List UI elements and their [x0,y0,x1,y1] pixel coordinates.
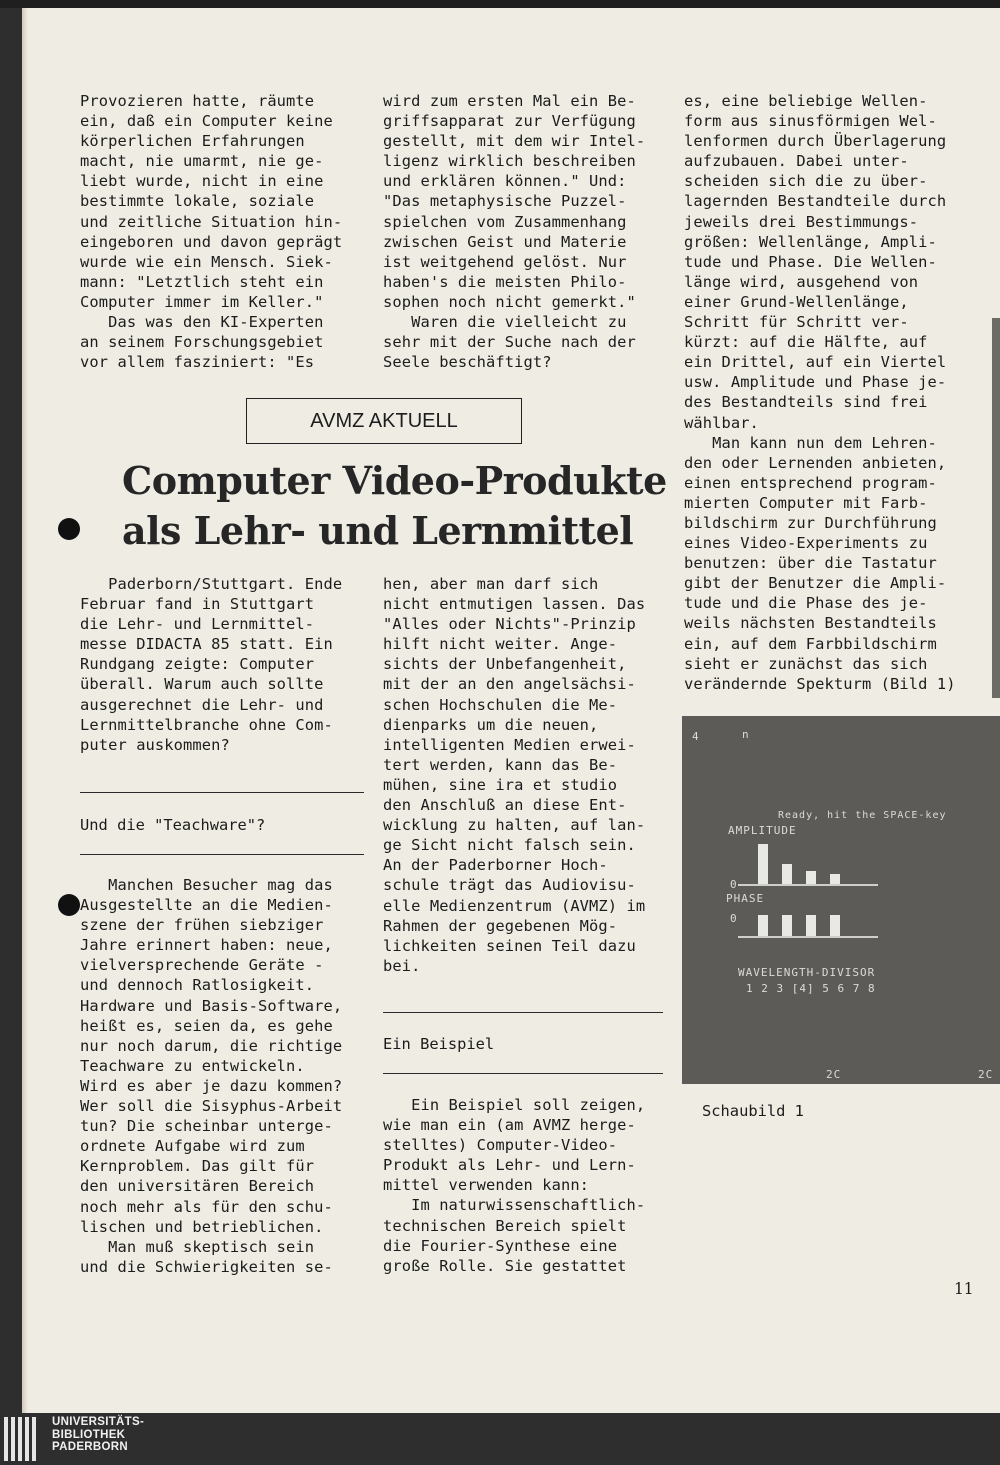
text-line: puter auskommen? [80,735,230,754]
text-line: eines Video-Experiments zu [684,534,928,553]
text-line: sophen noch nicht gemerkt." [383,292,636,311]
text-line: Man muß skeptisch sein [80,1237,315,1256]
text-line: sichts der Unbefangenheit, [383,655,627,674]
figure-zero-2: 0 [730,912,738,925]
text-line: aufzubauen. Dabei unter- [684,152,909,171]
text-line: ausgerechnet die Lehr- und [80,695,324,714]
figure-caption: Schaubild 1 [702,1102,804,1120]
computer-screen-figure [682,716,1000,1084]
text-line: Im naturwissenschaftlich- [383,1196,646,1215]
subheading-teachware: Und die "Teachware"? [80,816,266,834]
phase-bar [782,915,792,936]
library-logo-icon [4,1417,44,1461]
text-line: sehr mit der Suche nach der [383,333,636,352]
subheading-beispiel: Ein Beispiel [383,1035,495,1053]
text-line: Ausgestellte an die Medien- [80,896,333,915]
text-line: und zeitliche Situation hin- [80,212,343,231]
text-line: weils nächsten Bestandteils [684,614,937,633]
figure-amplitude-label: AMPLITUDE [728,824,797,837]
text-line: die Lehr- und Lernmittel- [80,615,315,634]
text-line: Wer soll die Sisyphus-Arbeit [80,1097,343,1116]
subheading-rule-bottom [80,854,364,855]
phase-bar [806,915,816,936]
text-line: schule trägt das Audiovisu- [383,876,636,895]
figure-corner-label: 4 [692,730,700,743]
text-line: einer Grund-Wellenlänge, [684,292,909,311]
text-line: ein, auf dem Farbbildschirm [684,634,937,653]
text-line: Provozieren hatte, räumte [80,92,315,110]
text-line: mann: "Letztlich steht ein [80,272,324,291]
text-line: benutzen: über die Tastatur [684,554,937,573]
text-line: lichkeiten seinen Teil dazu [383,936,636,955]
text-line: bestimmte lokale, soziale [80,192,315,211]
figure-corner-label-2: n [742,728,750,741]
text-line: Hardware und Basis-Software, [80,996,343,1015]
text-line: einen entsprechend program- [684,473,937,492]
text-line: Kernproblem. Das gilt für [80,1157,315,1176]
text-line: Seele beschäftigt? [383,353,552,372]
text-line: tude und die Phase des je- [684,594,928,613]
text-line: körperlichen Erfahrungen [80,132,305,151]
punch-hole-bottom [58,894,80,916]
text-line: liebt wurde, nicht in eine [80,172,324,191]
figure-bottom-label-2: 2C [978,1068,994,1081]
text-line: größen: Wellenlänge, Ampli- [684,232,937,251]
text-line: Teachware zu entwickeln. [80,1056,305,1075]
column-2-body [383,574,645,976]
text-line: Manchen Besucher mag das [80,876,333,894]
text-line: Lernmittelbranche ohne Com- [80,715,333,734]
column-1-lead [80,574,342,755]
text-line: An der Paderborner Hoch- [383,856,608,875]
figure-wavelength-label: WAVELENGTH-DIVISOR [738,966,876,979]
page-number: 11 [954,1280,974,1298]
text-line: Wird es aber je dazu kommen? [80,1076,343,1095]
text-line: Waren die vielleicht zu [383,313,627,332]
amplitude-baseline [738,884,878,886]
text-line: mierten Computer mit Farb- [684,493,928,512]
text-line: Rahmen der gegebenen Mög- [383,916,618,935]
text-line: tert werden, kann das Be- [383,755,618,774]
text-line: wicklung zu halten, auf lan- [383,816,646,835]
text-line: es, eine beliebige Wellen- [684,92,928,110]
text-line: "Alles oder Nichts"-Prinzip [383,615,636,634]
top-edge [0,0,1000,8]
text-line: usw. Amplitude und Phase je- [684,373,947,392]
column-1-continuation [80,91,342,372]
text-line: den universitären Bereich [80,1177,315,1196]
text-line: kürzt: auf die Hälfte, auf [684,333,928,352]
text-line: nur noch darum, die richtige [80,1036,343,1055]
text-line: Jahre erinnert haben: neue, [80,936,333,955]
subheading2-rule-bottom [383,1073,663,1074]
text-line: wie man ein (am AVMZ herge- [383,1116,636,1135]
phase-baseline [738,936,878,938]
text-line: tude und Phase. Die Wellen- [684,252,937,271]
text-line: mittel verwenden kann: [383,1176,590,1195]
text-line: dienparks um die neuen, [383,715,599,734]
text-line: technischen Bereich spielt [383,1216,627,1235]
amplitude-bar [806,871,816,884]
text-line: wird zum ersten Mal ein Be- [383,92,636,110]
text-line: ein, daß ein Computer keine [80,112,333,131]
column-1-body [80,875,342,1277]
text-line: Produkt als Lehr- und Lern- [383,1156,636,1175]
text-line: bildschirm zur Durchführung [684,513,937,532]
text-line: haben's die meisten Philo- [383,272,627,291]
subheading2-rule-top [383,1012,663,1013]
phase-bar [758,915,768,936]
text-line: den oder Lernenden anbieten, [684,453,947,472]
text-line: lenformen durch Überlagerung [684,132,947,151]
amplitude-bar [830,874,840,884]
text-line: mit der an den angelsächsi- [383,675,636,694]
library-name-line-3: PADERBORN [52,1441,128,1453]
text-line: noch mehr als für den schu- [80,1197,333,1216]
text-line: Paderborn/Stuttgart. Ende [80,575,343,593]
amplitude-bar [782,864,792,884]
library-name-line-1: UNIVERSITÄTS- [52,1416,145,1428]
amplitude-bar [758,844,768,884]
figure-bottom-label-1: 2C [826,1068,842,1081]
text-line: lischen und betrieblichen. [80,1217,324,1236]
text-line: messe DIDACTA 85 statt. Ein [80,635,333,654]
library-footer [0,1413,1000,1465]
text-line: hen, aber man darf sich [383,575,599,593]
text-line: griffsapparat zur Verfügung [383,112,636,131]
text-line: ist weitgehend gelöst. Nur [383,252,627,271]
text-line: und die Schwierigkeiten se- [80,1257,333,1276]
text-line: des Bestandteils sind frei [684,393,928,412]
text-line: vor allem fasziniert: "Es [80,353,315,372]
page-fold-shadow [22,8,28,1413]
text-line: tun? Die scheinbar unterge- [80,1117,333,1136]
text-line: elle Medienzentrum (AVMZ) im [383,896,646,915]
text-line: nicht entmutigen lassen. Das [383,595,646,614]
text-line: die Fourier-Synthese eine [383,1236,618,1255]
headline-line-2: als Lehr- und Lernmittel [122,508,634,553]
text-line: intelligenten Medien erwei- [383,735,636,754]
text-line: ein Drittel, auf ein Viertel [684,353,947,372]
text-line: an seinem Forschungsgebiet [80,333,324,352]
column-2-example [383,1095,645,1276]
text-line: macht, nie umarmt, nie ge- [80,152,324,171]
phase-bar [830,915,840,936]
text-line: und dennoch Ratlosigkeit. [80,976,315,995]
text-line: zwischen Geist und Materie [383,232,627,251]
library-name [52,1416,144,1454]
library-name-line-2: BIBLIOTHEK [52,1428,126,1441]
text-line: verändernde Spekturm (Bild 1) [684,674,956,693]
text-line: "Das metaphysische Puzzel- [383,192,627,211]
text-line: große Rolle. Sie gestattet [383,1256,627,1275]
text-line: Computer immer im Keller." [80,292,324,311]
figure-phase-label: PHASE [726,892,765,905]
text-line: ligenz wirklich beschreiben [383,152,636,171]
text-line: form aus sinusförmigen Wel- [684,112,937,131]
text-line: eingeboren und davon geprägt [80,232,343,251]
section-label-box: AVMZ AKTUELL [246,398,522,444]
text-line: schen Hochschulen die Me- [383,695,618,714]
text-line: scheiden sich die zu über- [684,172,928,191]
text-line: gibt der Benutzer die Ampli- [684,574,947,593]
text-line: spielchen vom Zusammenhang [383,212,627,231]
figure-divisors: 1 2 3 [4] 5 6 7 8 [746,982,876,995]
figure-prompt: Ready, hit the SPACE-key [778,810,947,821]
text-line: mühen, sine ira et studio [383,775,618,794]
text-line: und erklären können." Und: [383,172,627,191]
text-line: szene der frühen siebziger [80,916,324,935]
text-line: Schritt für Schritt ver- [684,313,909,332]
text-line: länge wird, ausgehend von [684,272,919,291]
text-line: bei. [383,956,421,975]
headline-line-1: Computer Video-Produkte [122,458,667,503]
figure-zero-1: 0 [730,878,738,891]
text-line: überall. Warum auch sollte [80,675,324,694]
text-line: hilft nicht weiter. Ange- [383,635,618,654]
text-line: jeweils drei Bestimmungs- [684,212,919,231]
text-line: vielversprechende Geräte - [80,956,324,975]
text-line: lagernden Bestandteile durch [684,192,947,211]
text-line: Rundgang zeigte: Computer [80,655,315,674]
text-line: Februar fand in Stuttgart [80,595,315,614]
text-line: sieht er zunächst das sich [684,654,928,673]
text-line: Ein Beispiel soll zeigen, [383,1096,646,1114]
text-line: gestellt, mit dem wir Intel- [383,132,646,151]
adjacent-page-edge [992,318,1000,698]
punch-hole-top [58,518,80,540]
text-line: wurde wie ein Mensch. Siek- [80,252,333,271]
text-line: heißt es, seien da, es gehe [80,1016,333,1035]
text-line: ge Sicht nicht falsch sein. [383,836,636,855]
text-line: Man kann nun dem Lehren- [684,433,937,452]
text-line: den Anschluß an diese Ent- [383,796,627,815]
subheading-rule-top [80,792,364,793]
text-line: ordnete Aufgabe wird zum [80,1137,305,1156]
scanned-page [22,8,1000,1413]
column-2-continuation [383,91,645,372]
column-3-text [684,91,956,694]
text-line: stelltes) Computer-Video- [383,1136,618,1155]
text-line: Das was den KI-Experten [80,313,324,332]
text-line: wählbar. [684,413,759,432]
